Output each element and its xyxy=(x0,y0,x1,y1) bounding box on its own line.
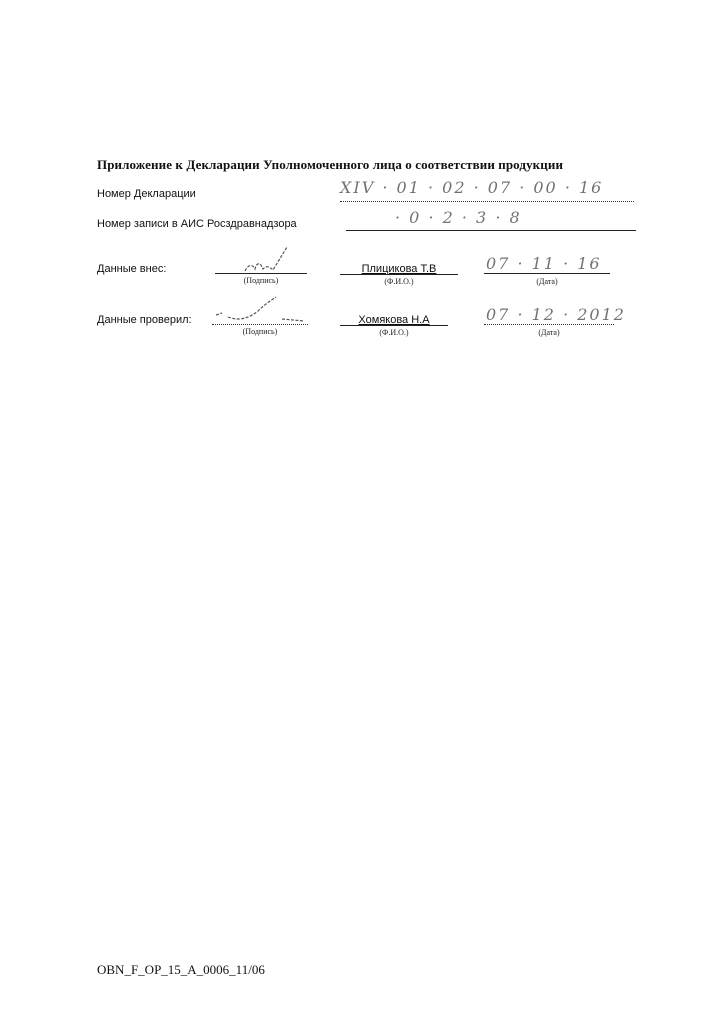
checked-by-name-line xyxy=(340,325,448,326)
checked-by-date-caption: (Дата) xyxy=(538,328,560,337)
declaration-number-label: Номер Декларации xyxy=(97,188,196,200)
document-title: Приложение к Декларации Уполномоченного лица о соответствии продукции xyxy=(97,157,564,172)
checked-by-name-caption: (Ф.И.О.) xyxy=(379,328,409,337)
entered-by-signature-icon xyxy=(215,243,307,275)
entered-by-signature-caption: (Подпись) xyxy=(243,276,279,285)
checked-by-signature-icon xyxy=(212,293,308,325)
checked-by-label: Данные проверил: xyxy=(97,314,192,326)
checked-by-signature-caption: (Подпись) xyxy=(242,327,278,336)
entered-by-name-line xyxy=(340,274,458,275)
entered-by-name: Плицикова Т.В xyxy=(361,263,437,275)
ais-record-label: Номер записи в АИС Росздравнадзора xyxy=(97,218,297,230)
checked-by-name: Хомякова Н.А xyxy=(358,314,430,326)
entered-by-signature-line xyxy=(215,273,307,274)
footer-document-code: OBN_F_OP_15_A_0006_11/06 xyxy=(97,962,265,977)
checked-by-date: 07 · 12 · 2012 xyxy=(486,305,626,324)
entered-by-label: Данные внес: xyxy=(97,263,167,275)
ais-record-value: · 0 · 2 · 3 · 8 xyxy=(395,208,522,227)
entered-by-date-caption: (Дата) xyxy=(536,277,558,286)
declaration-number-value: XIV · 01 · 02 · 07 · 00 · 16 xyxy=(340,178,604,197)
checked-by-date-line xyxy=(484,324,614,325)
checked-by-signature-line xyxy=(212,324,308,325)
entered-by-date-line xyxy=(484,273,610,274)
declaration-number-line xyxy=(340,201,634,202)
entered-by-name-caption: (Ф.И.О.) xyxy=(384,277,414,286)
entered-by-date: 07 · 11 · 16 xyxy=(486,254,602,273)
ais-record-line xyxy=(346,230,636,231)
